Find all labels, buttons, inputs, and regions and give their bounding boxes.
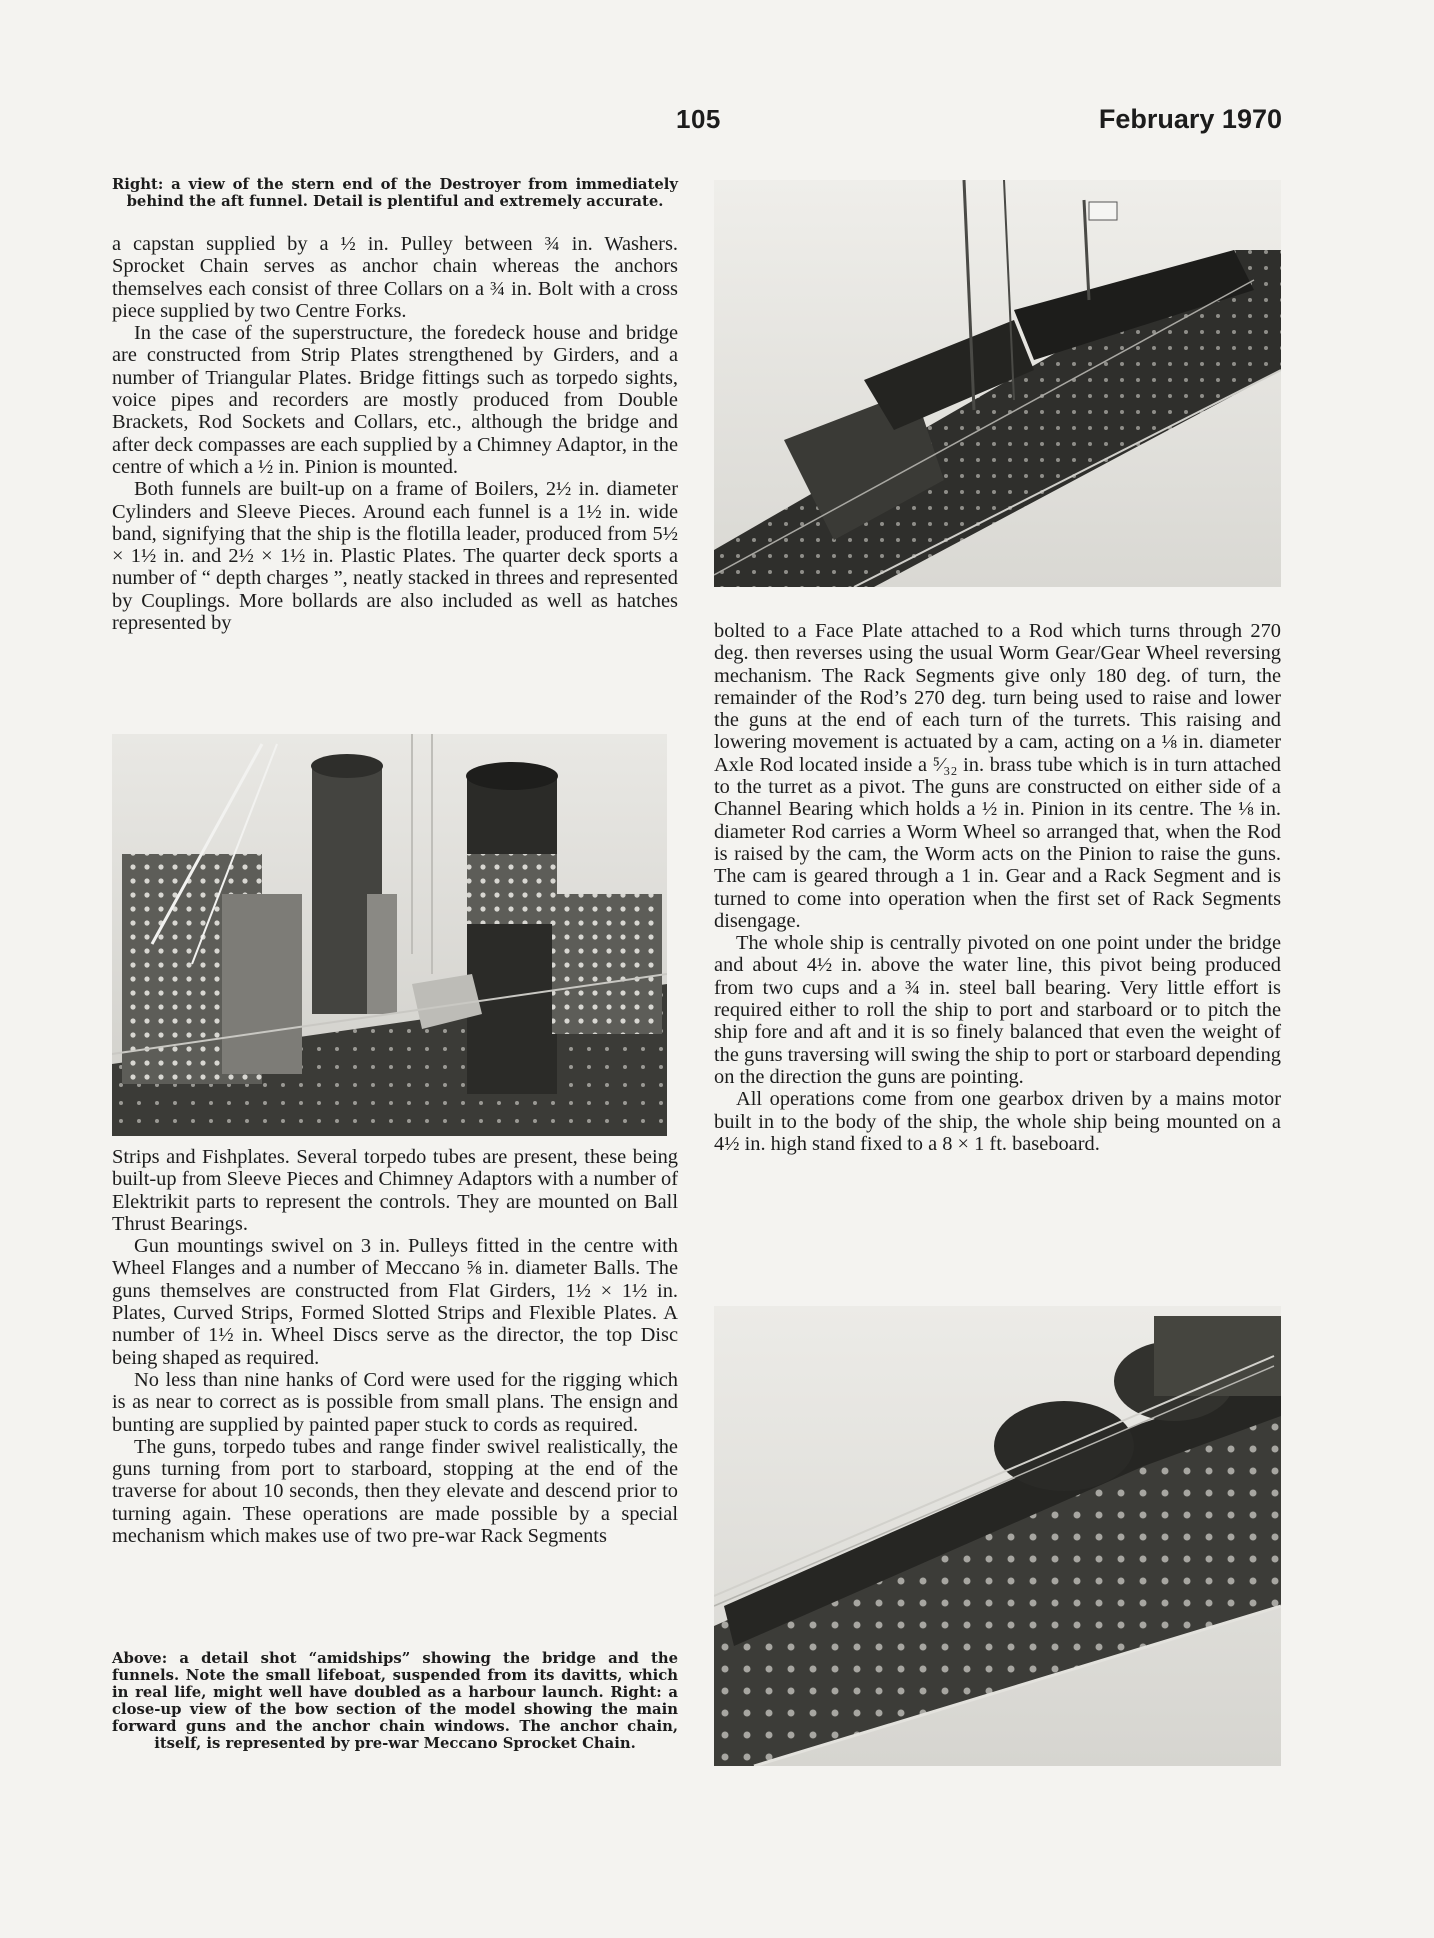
paragraph: The whole ship is centrally pivoted on one point under the bridge and about 4½ in. above the water line, this pivot being produced from two cups and a ¾ in. steel ball bearing. Very little effort is required either to roll the ship to port and starboard or to pitch the ship fore and aft and it is so finely balanced that even the weight of the guns traversing will swing the ship to port or starboard depending on the direction the guns are pointing. (714, 932, 1281, 1088)
photo-bow-image (714, 1306, 1281, 1766)
paragraph: The guns, torpedo tubes and range finder swivel realistically, the guns turning from port to starboard, stopping at the end of the traverse for about 10 seconds, then they elevate and descend prior to turning again. These operations are made possible by a special mechanism which makes use of two pre-war Rack Segments (112, 1435, 678, 1548)
left-column-text-upper (112, 233, 678, 634)
paragraph: Gun mountings swivel on 3 in. Pulleys fitted in the centre with Wheel Flanges and a number of Meccano ⅝ in. diameter Balls. The guns themselves are constructed from Flat Girders, 1½ × 1½ in. Plates, Curved Strips, Formed Slotted Strips and Flexible Plates. A number of 1½ in. Wheel Discs serve as the director, the top Disc being shaped as required. (112, 1235, 678, 1369)
paragraph: No less than nine hanks of Cord were used for the rigging which is as near to correct as is possible from small plans. The ensign and bunting are supplied by painted paper stuck to cords as required. (112, 1368, 678, 1436)
right-column-text (714, 620, 1281, 1155)
photo-stern-image (714, 180, 1281, 587)
photo-amidships-image (112, 734, 667, 1136)
photo-caption-stern-view: Right: a view of the stern end of the Destroyer from immediately behind the aft funnel. Detail is plentiful and extremely accurate. (112, 176, 678, 210)
paragraph: All operations come from one gearbox driven by a mains motor built in to the body of the ship, the whole ship being mounted on a 4½ in. high stand fixed to a 8 × 1 ft. baseboard. (714, 1088, 1281, 1155)
paragraph: a capstan supplied by a ½ in. Pulley between ¾ in. Washers. Sprocket Chain serves as anchor chain whereas the anchors themselves each consist of three Collars on a ¾ in. Bolt with a cross piece supplied by two Centre Forks. (112, 233, 678, 322)
paragraph: Strips and Fishplates. Several torpedo tubes are present, these being built-up from Sleeve Pieces and Chimney Adaptors with a number of Elektrikit parts to represent the controls. They are mounted on Ball Thrust Bearings. (112, 1146, 678, 1235)
issue-date: February 1970 (1098, 104, 1282, 134)
page-number: 105 (676, 104, 721, 134)
paragraph: Both funnels are built-up on a frame of Boilers, 2½ in. diameter Cylinders and Sleeve Pieces. Around each funnel is a 1½ in. wide band, signifying that the ship is the flotilla leader, produced from 5½ × 1½ in. and 2½ × 1½ in. Plastic Plates. The quarter deck sports a number of “ depth charges ”, neatly stacked in threes and represented by Couplings. More bollards are also included as well as hatches represented by (112, 478, 678, 635)
photo-bow-section (714, 1306, 1281, 1766)
top-right-photo-caption-block (112, 176, 678, 210)
photo-caption-amidships-and-bow: Above: a detail shot “amidships” showing the bridge and the funnels. Note the small lifeboat, suspended from its davitts, which in real life, might well have doubled as a harbour launch. Right: a close-up view of the bow section of the model showing the main forward guns and the anchor chain windows. The anchor chain, itself, is represented by pre-war Meccano Sprocket Chain. (112, 1650, 678, 1752)
paragraph: In the case of the superstructure, the foredeck house and bridge are constructed from Strip Plates strengthened by Girders, and a number of Triangular Plates. Bridge fittings such as torpedo sights, voice pipes and recorders are mostly produced from Double Brackets, Rod Sockets and Collars, etc., although the bridge and after deck compasses are each supplied by a Chimney Adaptor, in the centre of which a ½ in. Pinion is mounted. (112, 322, 678, 478)
left-column-text-lower (112, 1146, 678, 1547)
photo-stern-view (714, 180, 1281, 587)
paragraph: bolted to a Face Plate attached to a Rod which turns through 270 deg. then reverses using the usual Worm Gear/Gear Wheel reversing mechanism. The Rack Segments give only 180 deg. of turn, the remainder of the Rod’s 270 deg. turn being used to raise and lower the guns at the end of each turn of the turrets. This raising and lowering movement is actuated by a cam, acting on a ⅛ in. diameter Axle Rod located inside a ⁵⁄₃₂ in. brass tube which is in turn attached to the turret as a pivot. The guns are constructed on either side of a Channel Bearing which holds a ½ in. Pinion in its centre. The ⅛ in. diameter Rod carries a Worm Wheel so arranged that, when the Rod is raised by the cam, the Worm acts on the Pinion to raise the guns. The cam is geared through a 1 in. Gear and a Rack Segment and is turned to come into operation when the first set of Rack Segments disengage. (714, 620, 1281, 932)
photo-amidships-bridge-funnels (112, 734, 667, 1136)
bottom-photos-caption-block (112, 1650, 678, 1752)
